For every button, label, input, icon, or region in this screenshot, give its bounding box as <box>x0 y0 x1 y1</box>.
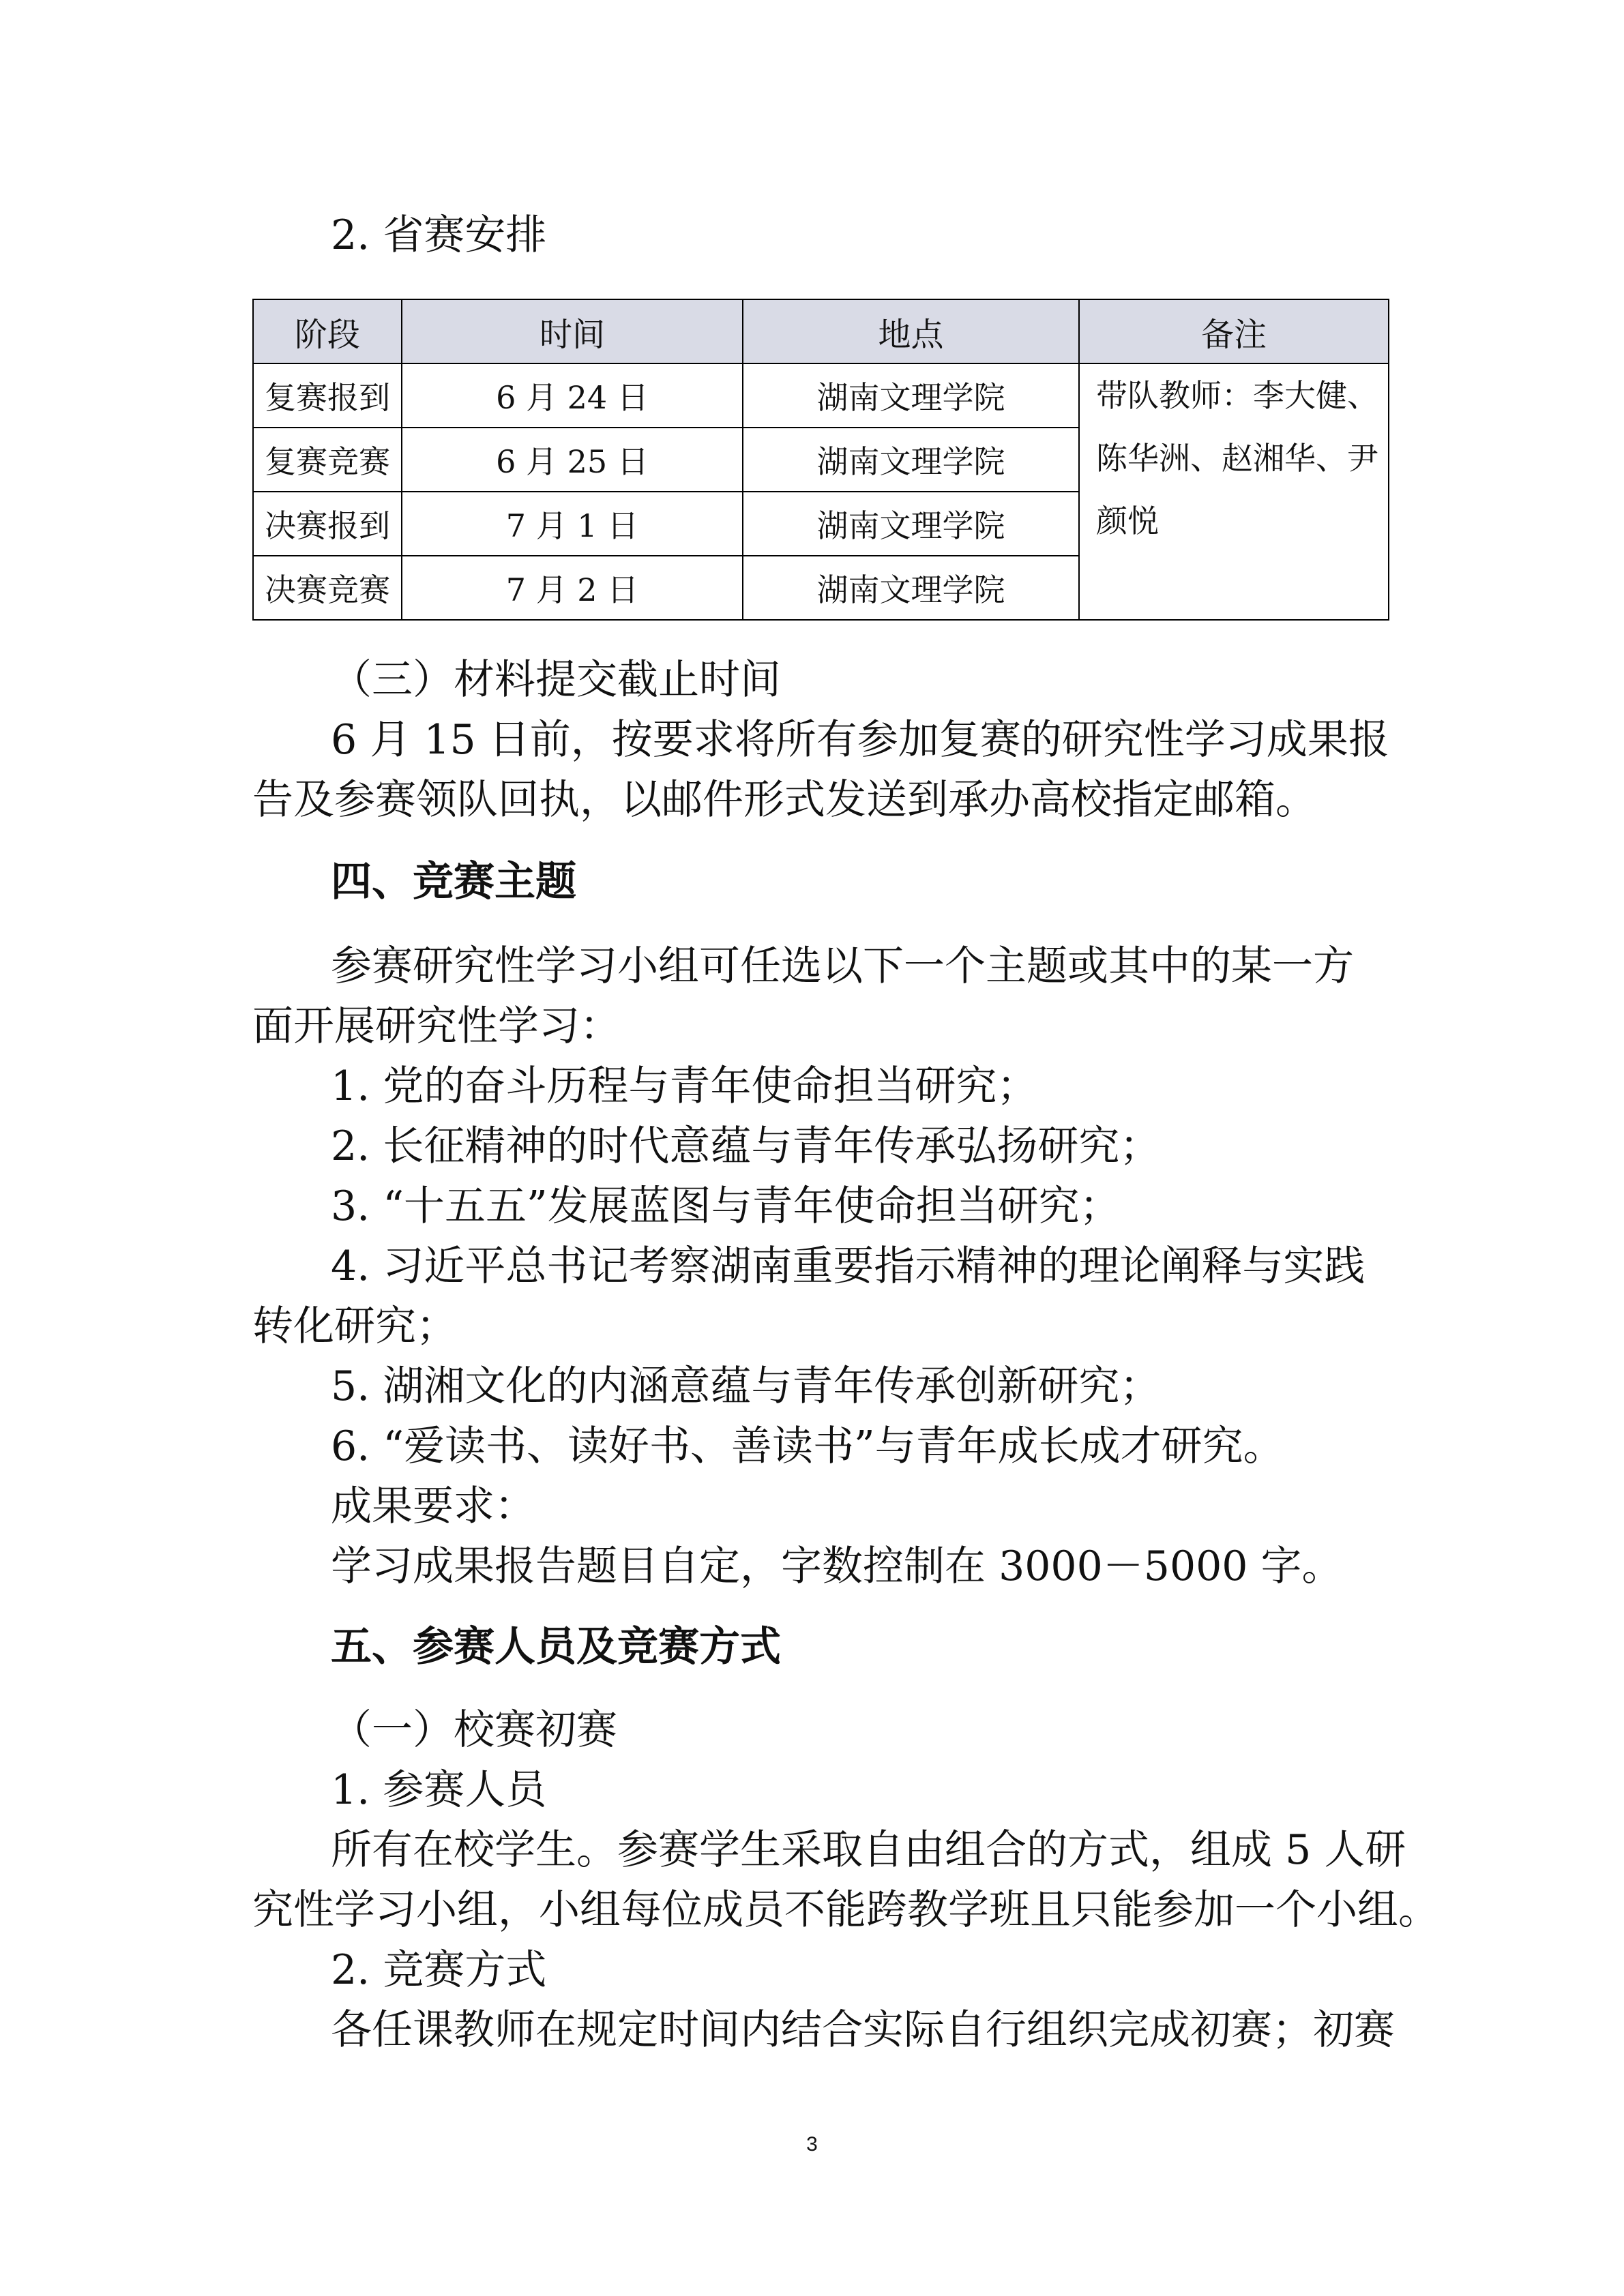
cell-date: 6 月 24 日 <box>402 363 743 428</box>
paragraph-line: 各任课教师在规定时间内结合实际自行组织完成初赛；初赛 <box>331 2006 1395 2054</box>
theme-item: 1. 党的奋斗历程与青年使命担当研究； <box>331 1062 1038 1110</box>
paragraph-line: 告及参赛领队回执，以邮件形式发送到承办高校指定邮箱。 <box>252 776 1316 824</box>
provincial-schedule-table <box>252 299 1389 621</box>
sub-heading-school-prelim: （一）校赛初赛 <box>331 1706 617 1754</box>
paragraph-line: 6 月 15 日前，按要求将所有参加复赛的研究性学习成果报 <box>331 716 1389 764</box>
header-place: 地点 <box>743 299 1079 363</box>
theme-item: 3. “十五五”发展蓝图与青年使命担当研究； <box>331 1182 1121 1230</box>
cell-place: 湖南文理学院 <box>743 363 1079 428</box>
table-header-row <box>253 299 1389 363</box>
page-number: 3 <box>806 2133 818 2156</box>
cell-date: 7 月 2 日 <box>402 556 743 620</box>
header-note: 备注 <box>1079 299 1389 363</box>
cell-stage: 决赛报到 <box>253 492 402 556</box>
theme-item: 5. 湖湘文化的内涵意蕴与青年传承创新研究； <box>331 1362 1161 1410</box>
cell-date: 6 月 25 日 <box>402 428 743 492</box>
theme-item-continued: 转化研究； <box>252 1302 457 1350</box>
paragraph-line: 学习成果报告题目自定，字数控制在 3000－5000 字。 <box>331 1542 1343 1590</box>
paragraph-line: 成果要求： <box>331 1482 535 1530</box>
table-row <box>253 363 1389 428</box>
paragraph-line: 参赛研究性学习小组可任选以下一个主题或其中的某一方 <box>331 942 1354 990</box>
sub-heading-competition-method: 2. 竞赛方式 <box>331 1946 547 1994</box>
theme-item: 6. “爱读书、读好书、善读书”与青年成长成才研究。 <box>331 1422 1284 1470</box>
paragraph-line: 所有在校学生。参赛学生采取自由组合的方式，组成 5 人研 <box>331 1826 1406 1874</box>
theme-item: 4. 习近平总书记考察湖南重要指示精神的理论阐释与实践 <box>331 1242 1365 1290</box>
paragraph-line: 究性学习小组，小组每位成员不能跨教学班且只能参加一个小组。 <box>252 1886 1439 1934</box>
header-stage: 阶段 <box>253 299 402 363</box>
cell-stage: 复赛竞赛 <box>253 428 402 492</box>
cell-stage: 决赛竞赛 <box>253 556 402 620</box>
cell-note-teachers: 带队教师：李大健、陈华洲、赵湘华、尹颜悦 <box>1079 363 1389 620</box>
theme-item: 2. 长征精神的时代意蕴与青年传承弘扬研究； <box>331 1122 1161 1170</box>
sub-heading-participants: 1. 参赛人员 <box>331 1766 547 1814</box>
cell-place: 湖南文理学院 <box>743 556 1079 620</box>
paragraph-line: 面开展研究性学习： <box>252 1002 621 1050</box>
sub-heading-provincial-arrangement: 2. 省赛安排 <box>331 211 547 259</box>
cell-place: 湖南文理学院 <box>743 492 1079 556</box>
cell-place: 湖南文理学院 <box>743 428 1079 492</box>
section-heading-competition-themes: 四、竞赛主题 <box>331 858 576 906</box>
heading-submission-deadline: （三）材料提交截止时间 <box>331 656 781 704</box>
section-heading-participants: 五、参赛人员及竞赛方式 <box>331 1623 781 1671</box>
cell-stage: 复赛报到 <box>253 363 402 428</box>
cell-date: 7 月 1 日 <box>402 492 743 556</box>
header-date: 时间 <box>402 299 743 363</box>
